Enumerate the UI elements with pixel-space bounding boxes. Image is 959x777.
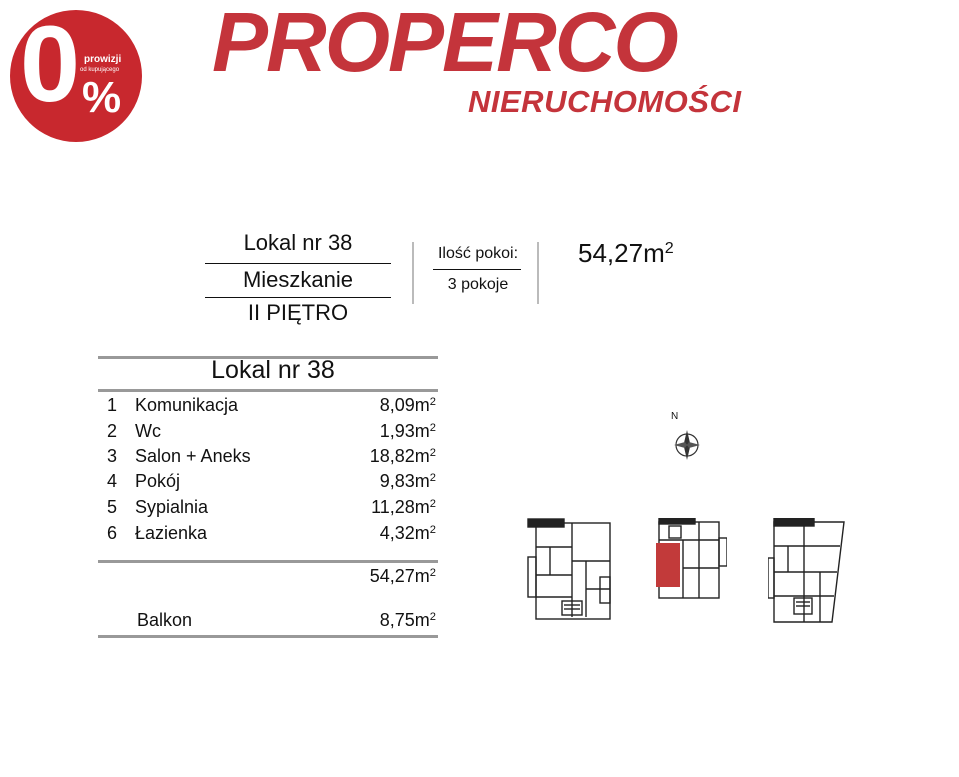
badge-line1: prowizji [84,54,122,65]
compass-icon [672,426,702,460]
divider [412,242,414,304]
table-row-name: Sypialnia [135,497,209,517]
balcony-area: $8,75m^2$ [379,610,436,630]
compass-north-label: N [671,411,679,422]
table-row-name: Wc [135,421,161,441]
balcony-label: Balkon [137,610,193,630]
lokal-number: Lokal nr 38 [243,230,353,255]
table-row-name: Komunikacja [135,395,239,415]
table-row-area: $4,32m^2$ [379,523,436,543]
building-plan-center [655,518,727,602]
divider [205,297,391,298]
rooms-value: 3 pokoje [447,276,509,293]
table-row-area: $9,83m^2$ [379,471,436,491]
table-row-num: 5 [107,497,118,517]
table-row-area: $8,09m^2$ [379,395,436,415]
divider [205,263,391,264]
table-row-name: Łazienka [135,523,208,543]
building-plan-right [768,518,848,626]
badge-zero: 0 [20,3,77,124]
divider [433,269,521,270]
logo-subtitle: NIERUCHOMOŚCI [468,84,742,119]
total-area: $54,27m^2$ [578,238,674,268]
table-row-area: $1,93m^2$ [379,421,436,441]
table-rule [98,560,438,563]
table-row-name: Pokój [135,471,181,491]
table-row-area: $18,82m^2$ [369,446,436,466]
rooms-label: Ilość pokoi: [437,245,519,262]
unit-type: Mieszkanie [242,267,354,292]
building-plan-left [526,517,616,625]
table-row-num: 2 [107,421,118,441]
table-row-num: 6 [107,523,118,543]
table-row-name: Salon + Aneks [135,446,251,466]
logo: PROPERCO [212,0,677,89]
divider [537,242,539,304]
highlighted-unit [656,543,680,587]
badge-percent: % [82,73,122,122]
table-row-area: $11,28m^2$ [371,497,436,517]
table-title: Lokal nr 38 [211,356,335,384]
badge-line2: od kupującego [80,67,120,73]
table-row-num: 3 [107,446,118,466]
table-row-num: 4 [107,471,118,491]
table-rule [98,389,438,392]
table-total-area: $54,27m^2$ [369,566,436,586]
table-bottom-rule [98,635,438,638]
table-row-num: 1 [107,395,118,415]
floor-label: II PIĘTRO [247,300,349,325]
